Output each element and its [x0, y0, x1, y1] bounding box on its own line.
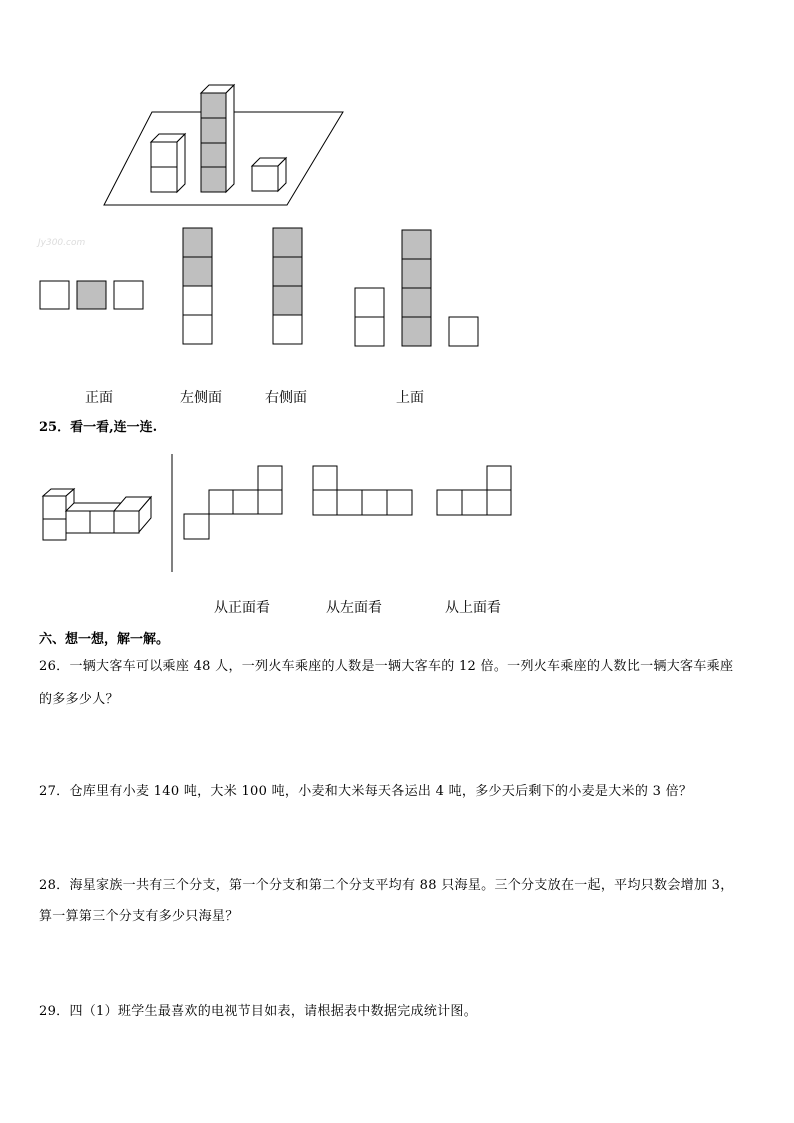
label-front: 正面: [85, 390, 113, 406]
q26-line-2: 的多多少人？: [39, 692, 119, 707]
label-top: 上面: [396, 390, 424, 406]
view-column-two-grey: [183, 228, 212, 344]
section-6-title: 六、想一想，解一解。: [39, 632, 170, 647]
q25-label-front: 从正面看: [214, 600, 270, 616]
label-right-side: 右侧面: [265, 390, 307, 406]
q26-line-1: 26．一辆大客车可以乘座 48 人，一列火车乘座的人数是一辆大客车的 12 倍。一列火车乘座的人数比一辆大客车乘座: [39, 659, 734, 674]
q25-view-1: [184, 466, 282, 539]
q25-view-3: [437, 466, 511, 515]
watermark: Jy300.com: [38, 238, 86, 248]
label-left-side: 左侧面: [180, 390, 222, 406]
view-mixed-columns: [355, 230, 478, 346]
q29-line-1: 29．四（1）班学生最喜欢的电视节目如表，请根据表中数据完成统计图。: [39, 1004, 478, 1019]
q25-view-2: [313, 466, 412, 515]
q27-line-1: 27．仓库里有小麦 140 吨，大米 100 吨，小麦和大米每天各运出 4 吨，多少天后剩下的小麦是大米的 3 倍？: [39, 784, 693, 799]
q28-line-2: 算一算第三个分支有多少只海星？: [39, 909, 239, 924]
q25-label-top: 从上面看: [445, 600, 501, 616]
tall-cube-stack: [201, 85, 234, 192]
view-column-three-grey: [273, 228, 302, 344]
single-cube: [252, 158, 286, 191]
q25-cube-figure: [43, 489, 151, 540]
q25-title: 25．看一看,连一连.: [39, 420, 158, 435]
view-row-three: [40, 281, 143, 309]
q28-line-1: 28．海星家族一共有三个分支，第一个分支和第二个分支平均有 88 只海星。三个分支放在一起，平均只数会增加 3，: [39, 878, 734, 893]
q25-label-left: 从左面看: [326, 600, 382, 616]
left-cube-stack: [151, 134, 185, 192]
